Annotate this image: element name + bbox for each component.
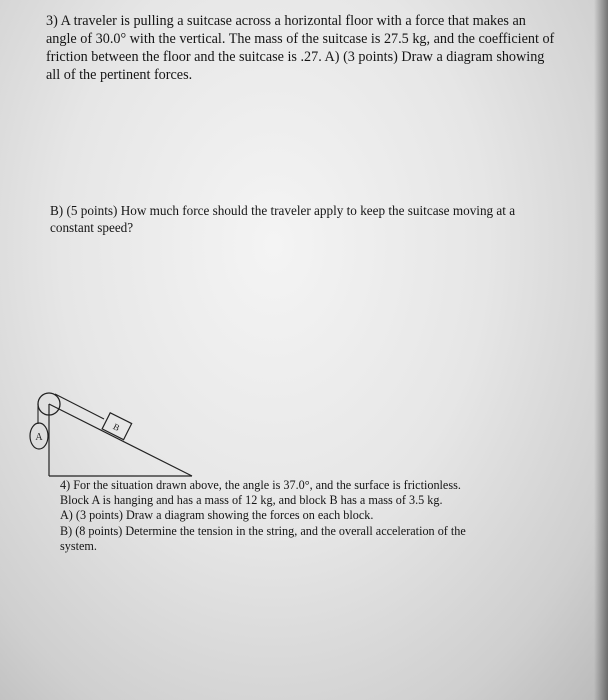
problem-4-line: A) (3 points) Draw a diagram showing the forces on each block. bbox=[60, 508, 374, 523]
page-shadow-edge bbox=[594, 0, 608, 700]
problem-4-line: Block A is hanging and has a mass of 12 kg, and block B has a mass of 3.5 kg. bbox=[60, 493, 443, 508]
problem-3-line: angle of 30.0° with the vertical. The mass of the suitcase is 27.5 kg, and the coefficient of bbox=[46, 31, 555, 47]
problem-4-line: system. bbox=[60, 538, 97, 553]
problem-3b-line: B) (5 points) How much force should the traveler apply to keep the suitcase moving at a bbox=[50, 203, 516, 218]
problem-3b-line: constant speed? bbox=[50, 220, 134, 235]
problem-3-part-b bbox=[50, 202, 515, 236]
incline-pulley-diagram bbox=[0, 380, 210, 480]
block-b-label: B bbox=[111, 421, 122, 433]
problem-3-line: friction between the floor and the suitcase is .27. A) (3 points) Draw a diagram showing bbox=[46, 49, 545, 65]
string-to-block-b bbox=[55, 394, 104, 419]
block-a-label: A bbox=[35, 432, 43, 443]
problem-3-statement bbox=[46, 12, 554, 84]
problem-3-line: 3) A traveler is pulling a suitcase across a horizontal floor with a force that makes an bbox=[46, 13, 526, 29]
problem-4-line: B) (8 points) Determine the tension in the string, and the overall acceleration of the bbox=[60, 523, 466, 538]
problem-4-statement bbox=[60, 478, 466, 554]
problem-4-line: 4) For the situation drawn above, the angle is 37.0°, and the surface is frictionless. bbox=[60, 478, 461, 492]
problem-3-line: all of the pertinent forces. bbox=[46, 67, 193, 83]
incline-slope-line bbox=[49, 404, 192, 476]
